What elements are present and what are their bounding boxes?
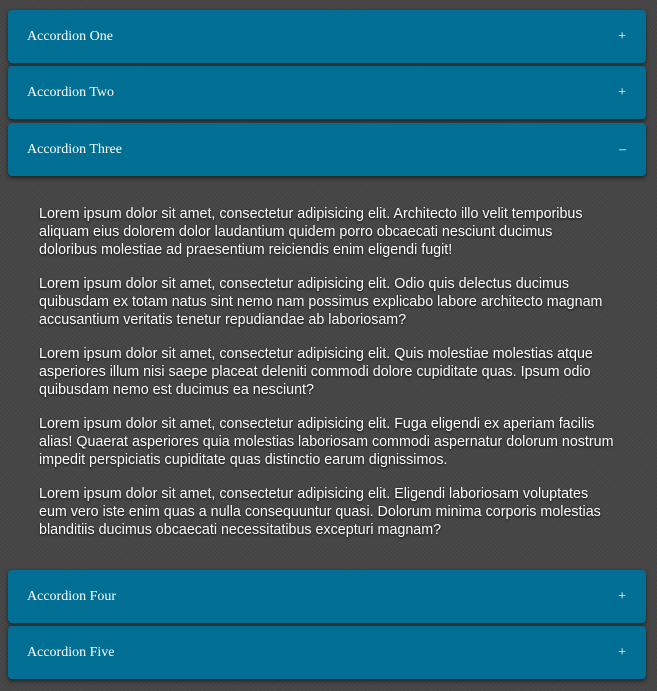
accordion-header-five[interactable] — [8, 626, 646, 679]
panel-paragraph: Lorem ipsum dolor sit amet, consectetur adipisicing elit. Architecto illo velit temporibus aliquam eius dolorem dolor laudantium quidem porro obcaecati nesciunt ducimus doloribus molestiae ad praesentium reiciendis enim eligendi fugit! — [39, 206, 583, 258]
accordion-header-three[interactable] — [8, 123, 646, 176]
accordion-title: Accordion One — [27, 28, 113, 44]
panel-paragraph: Lorem ipsum dolor sit amet, consectetur adipisicing elit. Odio quis delectus ducimus quibusdam ex totam natus sint nemo nam possimus explicabo labore architecto magnam accusantium veritatis tenetur repudiandae ab laboriosam? — [39, 276, 603, 328]
plus-icon: + — [618, 28, 626, 44]
accordion-title: Accordion Five — [27, 644, 115, 660]
accordion-header-one[interactable] — [8, 10, 646, 63]
panel-paragraph: Lorem ipsum dolor sit amet, consectetur adipisicing elit. Quis molestiae molestias atque asperiores illum nisi saepe placeat deleniti commodi dolore cupiditate quas. Ipsum odio quibusdam nemo est ducimus ea nesciunt? — [39, 346, 593, 398]
plus-icon: + — [618, 84, 626, 100]
accordion-header-two[interactable] — [8, 66, 646, 119]
accordion-title: Accordion Two — [27, 84, 115, 100]
plus-icon: + — [618, 644, 626, 660]
panel-paragraph: Lorem ipsum dolor sit amet, consectetur adipisicing elit. Fuga eligendi ex aperiam facilis alias! Quaerat asperiores quia molestias laboriosam commodi aspernatur dolorum nostrum impedit perspiciatis cupiditate quas distinctio earum dignissimos. — [39, 416, 614, 468]
plus-icon: + — [618, 588, 626, 604]
accordion-title: Accordion Four — [27, 588, 117, 604]
panel-paragraph: Lorem ipsum dolor sit amet, consectetur adipisicing elit. Eligendi laboriosam voluptates eum vero iste enim quas a nulla consequuntur quasi. Dolorum minima corporis molestias blanditiis ducimus obcaecati necessitatibus excepturi magnam? — [39, 486, 601, 538]
accordion-header-four[interactable] — [8, 570, 646, 623]
accordion-panel-three — [39, 205, 614, 555]
minus-icon: – — [619, 141, 626, 157]
accordion-title: Accordion Three — [27, 141, 122, 157]
